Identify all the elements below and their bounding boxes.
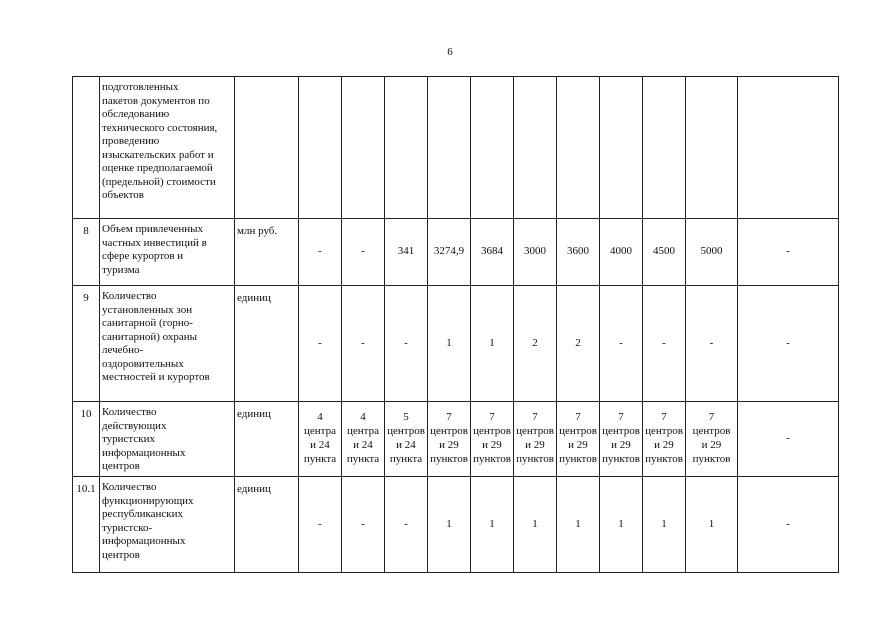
final-value-cell: -	[738, 402, 839, 477]
value-cell: 3000	[514, 219, 557, 286]
value-cell: 4500	[643, 219, 686, 286]
indicator-name: Объем привлеченных частных инвестиций в сфере курортов и туризма	[100, 219, 235, 286]
value-cell: 341	[385, 219, 428, 286]
value-cell: 7 центров и 29 пунктов	[428, 402, 471, 477]
value-cell: 5000	[686, 219, 738, 286]
final-value-cell: -	[738, 219, 839, 286]
value-cell: 1	[471, 286, 514, 402]
value-cell: -	[643, 286, 686, 402]
unit-of-measure: млн руб.	[235, 219, 299, 286]
final-value-cell	[738, 77, 839, 219]
value-cell	[557, 77, 600, 219]
value-cell	[600, 77, 643, 219]
unit-of-measure: единиц	[235, 286, 299, 402]
table-row	[73, 77, 839, 219]
value-cell	[514, 77, 557, 219]
indicator-name: подготовленных пакетов документов по обследованию технического состояния, проведению изыскательских работ и оценке предполагаемой (предельной) стоимости объектов	[100, 77, 235, 219]
value-cell: -	[342, 219, 385, 286]
final-value-cell: -	[738, 286, 839, 402]
value-cell: -	[299, 219, 342, 286]
row-number: 10	[73, 402, 100, 477]
indicator-name: Количество установленных зон санитарной (горно- санитарной) охраны лечебно- оздоровительных местностей и курортов	[100, 286, 235, 402]
value-cell: -	[385, 477, 428, 573]
value-cell: 1	[557, 477, 600, 573]
value-cell: 2	[514, 286, 557, 402]
row-number: 8	[73, 219, 100, 286]
value-cell: -	[385, 286, 428, 402]
value-cell: -	[600, 286, 643, 402]
value-cell	[428, 77, 471, 219]
row-number: 10.1	[73, 477, 100, 573]
value-cell: 7 центров и 29 пунктов	[643, 402, 686, 477]
value-cell: 3600	[557, 219, 600, 286]
value-cell	[299, 77, 342, 219]
value-cell: 7 центров и 29 пунктов	[514, 402, 557, 477]
value-cell: 2	[557, 286, 600, 402]
indicator-name: Количество действующих туристских информационных центров	[100, 402, 235, 477]
value-cell: 4 центра и 24 пункта	[299, 402, 342, 477]
table-row	[73, 286, 839, 402]
value-cell: 5 центров и 24 пункта	[385, 402, 428, 477]
unit-of-measure	[235, 77, 299, 219]
unit-of-measure: единиц	[235, 477, 299, 573]
value-cell: 1	[514, 477, 557, 573]
row-number: 9	[73, 286, 100, 402]
value-cell: 7 центров и 29 пунктов	[471, 402, 514, 477]
value-cell: -	[299, 286, 342, 402]
value-cell: 1	[428, 477, 471, 573]
page-number: 6	[447, 46, 453, 58]
indicators-table	[72, 76, 839, 573]
value-cell: -	[342, 286, 385, 402]
value-cell: -	[342, 477, 385, 573]
final-value-cell: -	[738, 477, 839, 573]
value-cell: 1	[471, 477, 514, 573]
row-number	[73, 77, 100, 219]
value-cell: 1	[600, 477, 643, 573]
indicator-name: Количество функционирующих республиканских туристско- информационных центров	[100, 477, 235, 573]
value-cell: 4 центра и 24 пункта	[342, 402, 385, 477]
value-cell: 1	[643, 477, 686, 573]
table-row	[73, 402, 839, 477]
value-cell	[342, 77, 385, 219]
unit-of-measure: единиц	[235, 402, 299, 477]
value-cell: -	[299, 477, 342, 573]
value-cell	[643, 77, 686, 219]
value-cell: 7 центров и 29 пунктов	[686, 402, 738, 477]
value-cell: 4000	[600, 219, 643, 286]
table-row	[73, 477, 839, 573]
value-cell: 3274,9	[428, 219, 471, 286]
value-cell: 1	[428, 286, 471, 402]
value-cell	[686, 77, 738, 219]
value-cell: 3684	[471, 219, 514, 286]
value-cell: -	[686, 286, 738, 402]
value-cell	[385, 77, 428, 219]
value-cell: 1	[686, 477, 738, 573]
table-row	[73, 219, 839, 286]
value-cell: 7 центров и 29 пунктов	[600, 402, 643, 477]
value-cell: 7 центров и 29 пунктов	[557, 402, 600, 477]
value-cell	[471, 77, 514, 219]
